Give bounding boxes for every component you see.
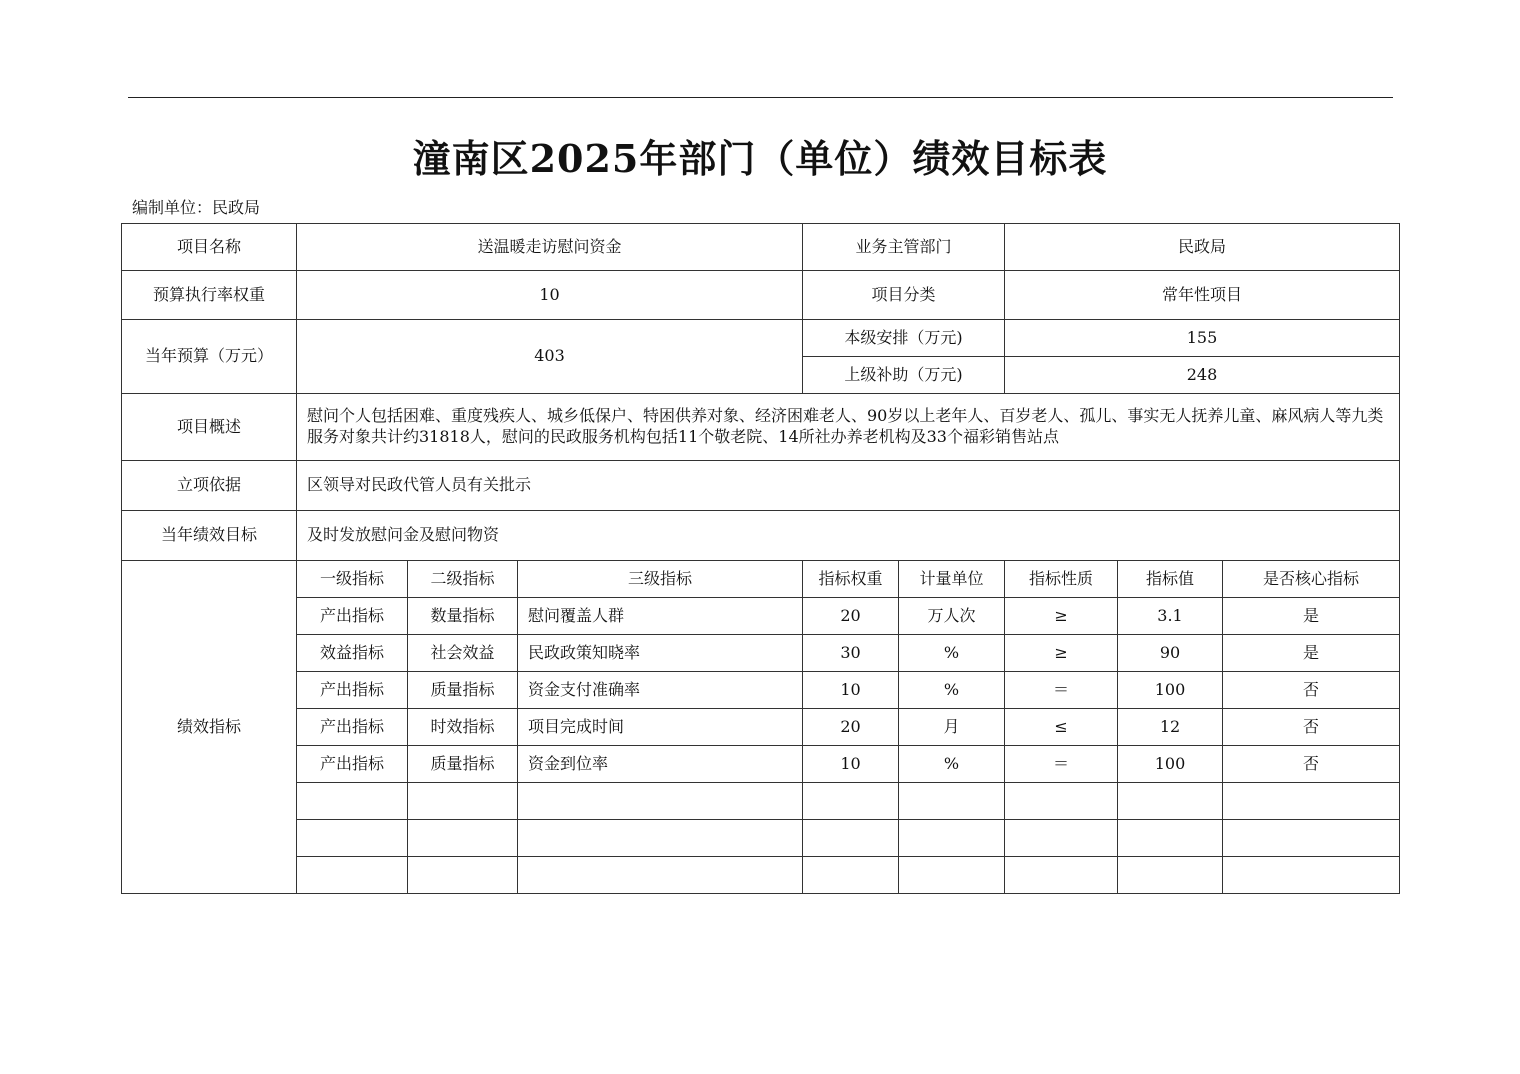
value-cell: 90 <box>1118 635 1223 672</box>
header-level1: 一级指标 <box>297 561 408 598</box>
indicator-row <box>122 746 1400 783</box>
weight-cell <box>803 783 899 820</box>
core-cell: 否 <box>1223 672 1400 709</box>
level3-cell: 慰问覆盖人群 <box>518 598 803 635</box>
weight-cell <box>803 820 899 857</box>
core-cell <box>1223 857 1400 894</box>
category-label: 项目分类 <box>803 271 1005 320</box>
budget-label: 当年预算（万元） <box>122 320 297 394</box>
header-level2: 二级指标 <box>408 561 518 598</box>
nature-cell: ＝ <box>1005 672 1118 709</box>
upper-funding-label: 上级补助（万元) <box>803 357 1005 394</box>
value-cell <box>1118 783 1223 820</box>
header-nature: 指标性质 <box>1005 561 1118 598</box>
level2-cell: 社会效益 <box>408 635 518 672</box>
performance-table <box>121 223 1400 894</box>
level2-cell: 时效指标 <box>408 709 518 746</box>
indicator-row-empty <box>122 857 1400 894</box>
nature-cell: ≤ <box>1005 709 1118 746</box>
level3-cell: 资金支付准确率 <box>518 672 803 709</box>
level1-cell <box>297 820 408 857</box>
value-cell: 100 <box>1118 746 1223 783</box>
nature-cell: ≥ <box>1005 635 1118 672</box>
weight-cell: 10 <box>803 746 899 783</box>
unit-cell: 万人次 <box>899 598 1005 635</box>
unit-cell <box>899 857 1005 894</box>
level3-cell: 资金到位率 <box>518 746 803 783</box>
weight-cell: 20 <box>803 598 899 635</box>
level1-cell <box>297 783 408 820</box>
weight-row <box>122 271 1400 320</box>
page-title: 潼南区2025年部门（单位）绩效目标表 <box>412 136 1108 181</box>
core-cell: 否 <box>1223 746 1400 783</box>
level2-cell <box>408 783 518 820</box>
weight-cell: 30 <box>803 635 899 672</box>
core-cell: 是 <box>1223 598 1400 635</box>
nature-cell: ≥ <box>1005 598 1118 635</box>
value-cell: 100 <box>1118 672 1223 709</box>
level3-cell: 民政政策知晓率 <box>518 635 803 672</box>
level2-cell <box>408 857 518 894</box>
goal-row <box>122 511 1400 561</box>
indicator-header-row <box>122 561 1400 598</box>
unit-cell: % <box>899 635 1005 672</box>
level3-cell <box>518 820 803 857</box>
level1-cell: 产出指标 <box>297 672 408 709</box>
indicator-row <box>122 709 1400 746</box>
level1-cell <box>297 857 408 894</box>
nature-cell <box>1005 857 1118 894</box>
local-funding-value: 155 <box>1005 320 1400 357</box>
indicator-row-empty <box>122 783 1400 820</box>
category-value: 常年性项目 <box>1005 271 1400 320</box>
level1-cell: 产出指标 <box>297 598 408 635</box>
weight-label: 预算执行率权重 <box>122 271 297 320</box>
header-unit: 计量单位 <box>899 561 1005 598</box>
basis-value: 区领导对民政代管人员有关批示 <box>297 461 1400 511</box>
level2-cell: 质量指标 <box>408 672 518 709</box>
unit-cell <box>899 783 1005 820</box>
level2-cell: 数量指标 <box>408 598 518 635</box>
unit-cell <box>899 820 1005 857</box>
basis-row <box>122 461 1400 511</box>
core-cell: 是 <box>1223 635 1400 672</box>
unit-cell: % <box>899 746 1005 783</box>
weight-cell: 10 <box>803 672 899 709</box>
core-cell <box>1223 820 1400 857</box>
level2-cell: 质量指标 <box>408 746 518 783</box>
project-name-value: 送温暖走访慰问资金 <box>297 224 803 271</box>
summary-row <box>122 394 1400 461</box>
weight-value: 10 <box>297 271 803 320</box>
core-cell <box>1223 783 1400 820</box>
level3-cell <box>518 857 803 894</box>
goal-label: 当年绩效目标 <box>122 511 297 561</box>
basis-label: 立项依据 <box>122 461 297 511</box>
compiling-unit-value: 民政局 <box>212 198 261 217</box>
indicator-row <box>122 635 1400 672</box>
goal-value: 及时发放慰问金及慰问物资 <box>297 511 1400 561</box>
level1-cell: 效益指标 <box>297 635 408 672</box>
nature-cell <box>1005 820 1118 857</box>
indicator-row <box>122 672 1400 709</box>
level1-cell: 产出指标 <box>297 709 408 746</box>
weight-cell <box>803 857 899 894</box>
budget-row <box>122 320 1400 357</box>
weight-cell: 20 <box>803 709 899 746</box>
header-core: 是否核心指标 <box>1223 561 1400 598</box>
dept-label: 业务主管部门 <box>803 224 1005 271</box>
core-cell: 否 <box>1223 709 1400 746</box>
level1-cell: 产出指标 <box>297 746 408 783</box>
budget-value: 403 <box>297 320 803 394</box>
value-cell <box>1118 820 1223 857</box>
unit-cell: % <box>899 672 1005 709</box>
compiling-unit <box>132 195 260 218</box>
value-cell: 12 <box>1118 709 1223 746</box>
header-weight: 指标权重 <box>803 561 899 598</box>
nature-cell: ＝ <box>1005 746 1118 783</box>
summary-value: 慰问个人包括困难、重度残疾人、城乡低保户、特困供养对象、经济困难老人、90岁以上老年人、百岁老人、孤儿、事实无人抚养儿童、麻风病人等九类服务对象共计约31818人，慰问的民政服务机构包括11个敬老院、14所社办养老机构及33个福彩销售站点 <box>297 394 1400 461</box>
indicator-row <box>122 598 1400 635</box>
upper-funding-value: 248 <box>1005 357 1400 394</box>
dept-value: 民政局 <box>1005 224 1400 271</box>
unit-cell: 月 <box>899 709 1005 746</box>
indicators-section-label: 绩效指标 <box>122 561 297 894</box>
level2-cell <box>408 820 518 857</box>
level3-cell: 项目完成时间 <box>518 709 803 746</box>
project-name-label: 项目名称 <box>122 224 297 271</box>
header-rule <box>128 97 1393 98</box>
compiling-unit-label: 编制单位： <box>132 198 213 217</box>
value-cell: 3.1 <box>1118 598 1223 635</box>
header-level3: 三级指标 <box>518 561 803 598</box>
local-funding-label: 本级安排（万元) <box>803 320 1005 357</box>
value-cell <box>1118 857 1223 894</box>
indicator-row-empty <box>122 820 1400 857</box>
nature-cell <box>1005 783 1118 820</box>
header-value: 指标值 <box>1118 561 1223 598</box>
summary-label: 项目概述 <box>122 394 297 461</box>
project-name-row <box>122 224 1400 271</box>
level3-cell <box>518 783 803 820</box>
